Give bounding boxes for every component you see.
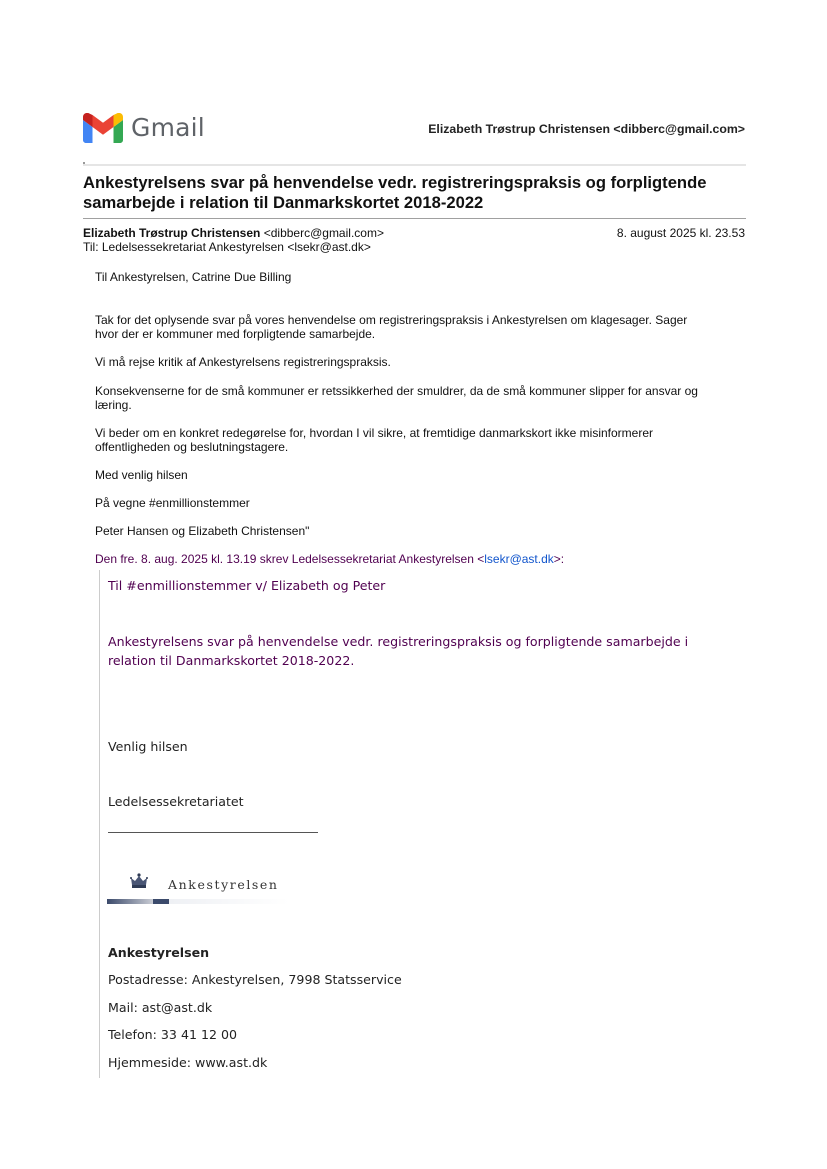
quote-email-link[interactable]: lsekr@ast.dk: [484, 552, 554, 566]
body-paragraph-4: Vi beder om en konkret redegørelse for, hvordan I vil sikre, at fremtidige danmarkskort ikke misinformerer offentligheden og beslutningstagere.: [95, 426, 653, 454]
contact-website: Hjemmeside: www.ast.dk: [108, 1055, 268, 1070]
sender-name: Elizabeth Trøstrup Christensen: [83, 226, 261, 240]
signature-names: Peter Hansen og Elizabeth Christensen": [95, 524, 310, 538]
quote-header-text: Den fre. 8. aug. 2025 kl. 13.19 skrev Ledelsessekretariat Ankestyrelsen <: [95, 552, 485, 566]
quote-border: [99, 570, 100, 1078]
org-name: Ankestyrelsen: [108, 945, 210, 960]
logo-stripe: [153, 899, 169, 904]
recipient-line: Til: Ledelsessekretariat Ankestyrelsen <lsekr@ast.dk>: [83, 240, 371, 254]
quote-addressee: Til #enmillionstemmer v/ Elizabeth og Peter: [108, 578, 386, 593]
postal-address: Postadresse: Ankestyrelsen, 7998 Statsservice: [108, 972, 402, 987]
gmail-wordmark: Gmail: [131, 113, 205, 142]
header-divider: [83, 164, 746, 166]
quote-department: Ledelsessekretariatet: [108, 794, 244, 809]
quote-body: Ankestyrelsens svar på henvendelse vedr. registreringspraksis og forpligtende samarbejde i relation til Danmarkskortet 2018-2022.: [108, 634, 689, 668]
sender-email: <dibberc@gmail.com>: [263, 226, 384, 240]
crown-icon: [130, 873, 148, 889]
logo-stripe: [169, 899, 289, 904]
email-subject: Ankestyrelsens svar på henvendelse vedr. registreringspraksis og forpligtende samarbejde i relation til Danmarkskortet 2018-2022: [83, 173, 707, 212]
body-paragraph-2: Vi må rejse kritik af Ankestyrelsens registreringspraksis.: [95, 355, 391, 369]
sent-date: 8. august 2025 kl. 23.53: [616, 226, 745, 240]
subject-divider: [83, 218, 746, 219]
quote-header: [95, 552, 564, 566]
contact-mail: Mail: ast@ast.dk: [108, 1000, 213, 1015]
account-label: Elizabeth Trøstrup Christensen <dibberc@gmail.com>: [428, 122, 745, 136]
on-behalf: På vegne #enmillionstemmer: [95, 496, 250, 510]
greeting: Til Ankestyrelsen, Catrine Due Billing: [95, 270, 292, 284]
ankestyrelsen-logo-text: Ankestyrelsen: [168, 877, 279, 892]
signature-divider: [108, 832, 318, 833]
quote-header-suffix: >:: [553, 552, 565, 566]
sender-line: [83, 226, 384, 240]
gmail-logo-icon: [83, 113, 123, 143]
body-paragraph-1: Tak for det oplysende svar på vores henvendelse om registreringspraksis i Ankestyrelsen om klagesager. Sager hvor der er kommuner med forpligtende samarbejde.: [95, 313, 688, 341]
closing: Med venlig hilsen: [95, 468, 188, 482]
contact-phone: Telefon: 33 41 12 00: [108, 1027, 238, 1042]
logo-stripe: [107, 899, 153, 904]
body-paragraph-3: Konsekvenserne for de små kommuner er retssikkerhed der smuldrer, da de små kommuner slipper for ansvar og læring.: [95, 384, 698, 412]
quote-regards: Venlig hilsen: [108, 739, 188, 754]
